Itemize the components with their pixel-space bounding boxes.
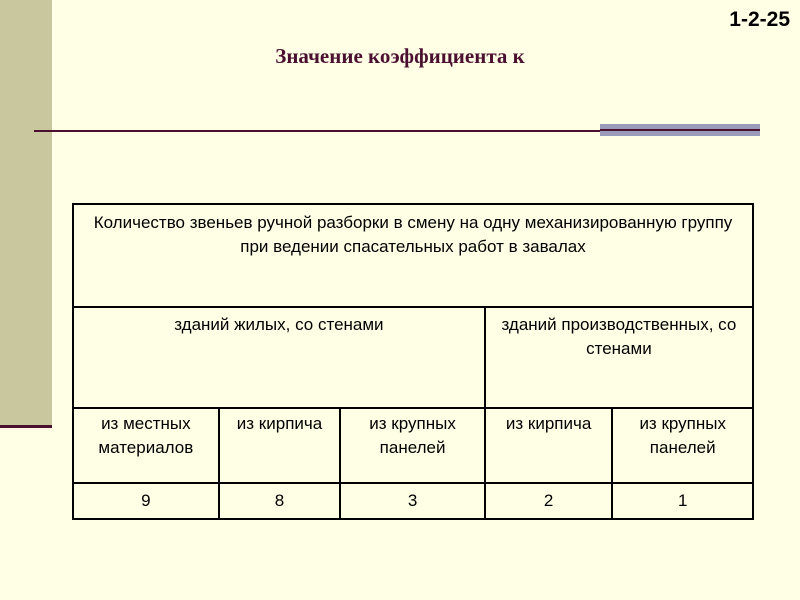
value-cell: 1: [612, 483, 753, 519]
slide-number: 1-2-25: [729, 8, 790, 31]
group-header-residential: зданий жилых, со стенами: [73, 307, 485, 408]
group-header-industrial: зданий производственных, со стенами: [485, 307, 753, 408]
page-title: Значение коэффициента к: [275, 44, 525, 68]
value-cell: 9: [73, 483, 219, 519]
table-row: [73, 408, 753, 483]
subheader-cell: из кирпича: [219, 408, 341, 483]
coefficient-table: [72, 203, 754, 520]
subheader-cell: из крупных панелей: [340, 408, 484, 483]
table-row: [73, 307, 753, 408]
value-cell: 3: [340, 483, 484, 519]
subheader-cell: из крупных панелей: [612, 408, 753, 483]
title-divider-bar-line: [600, 129, 760, 131]
table-row: [73, 204, 753, 307]
subheader-cell: из местных материалов: [73, 408, 219, 483]
value-cell: 2: [485, 483, 613, 519]
table-row: [73, 483, 753, 519]
table-header-cell: Количество звеньев ручной разборки в смену на одну механизированную группу при ведении спасательных работ в завалах: [73, 204, 753, 307]
left-decor-line: [0, 425, 52, 428]
subheader-cell: из кирпича: [485, 408, 613, 483]
value-cell: 8: [219, 483, 341, 519]
title-divider-line: [34, 130, 600, 132]
